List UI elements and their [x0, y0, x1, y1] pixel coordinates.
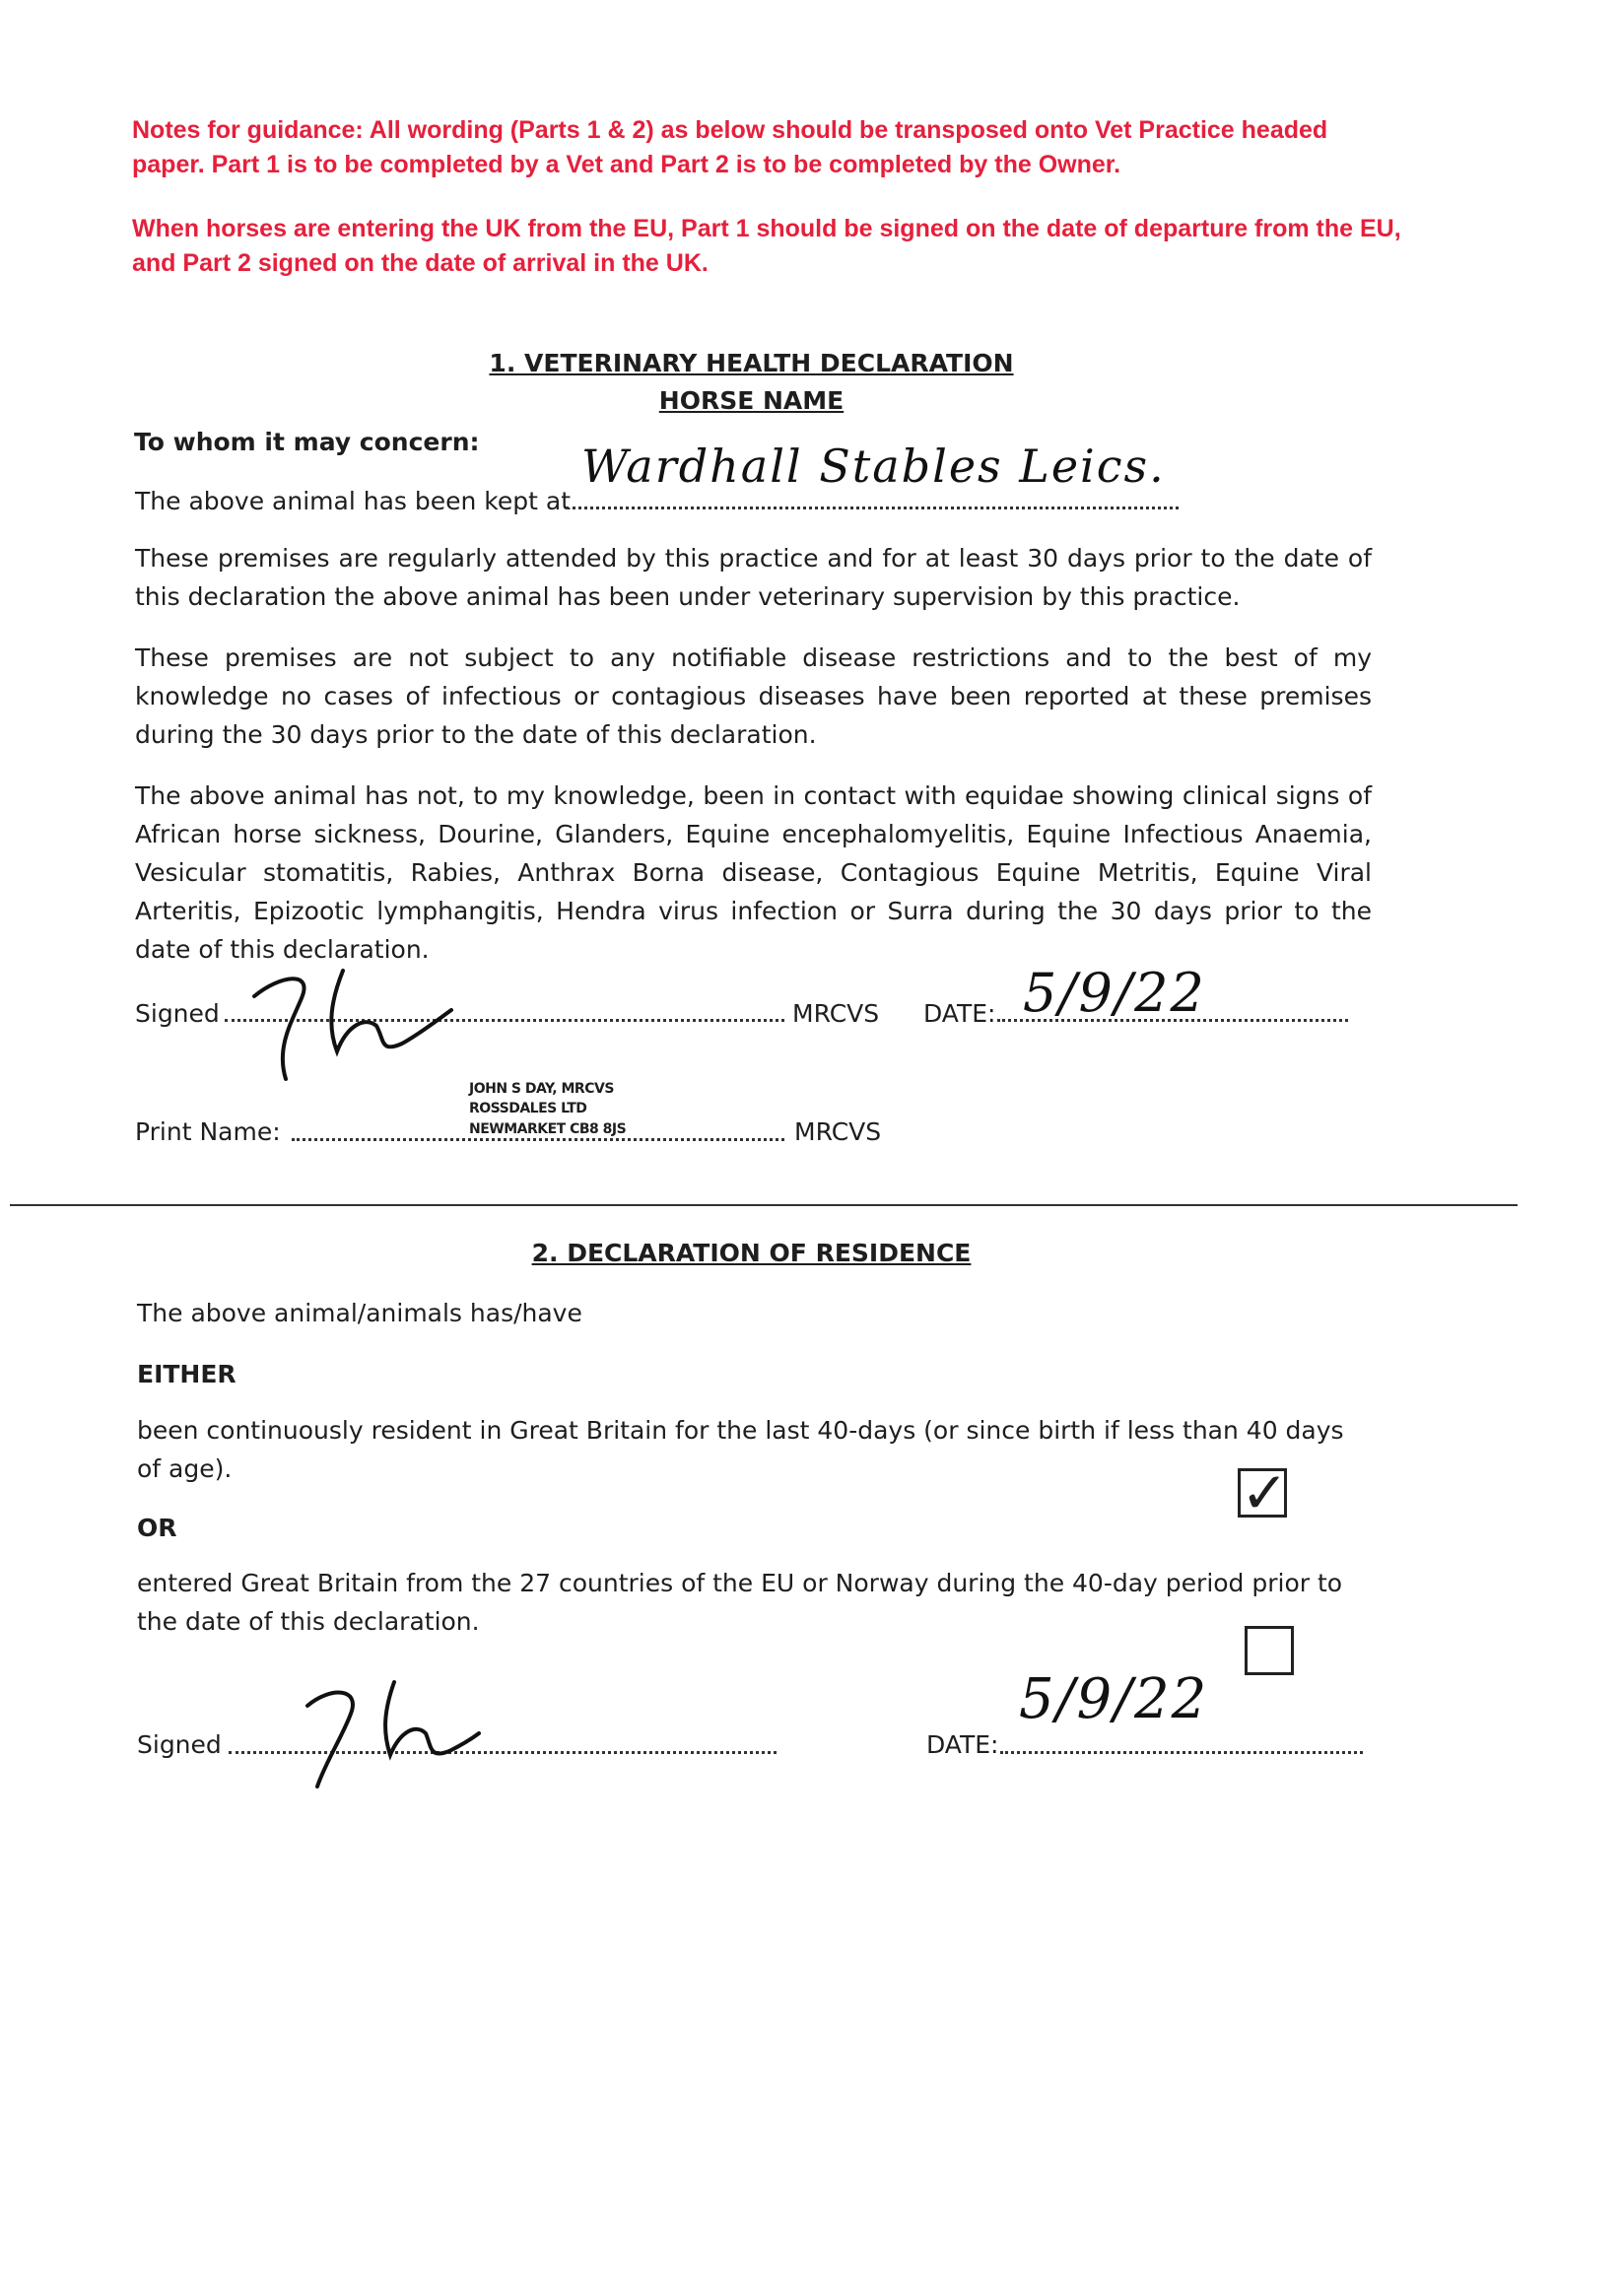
stamp-company: ROSSDALES LTD: [469, 1101, 587, 1116]
print-name-label: Print Name:: [135, 1117, 281, 1146]
part1-date-value: 5/9/22: [1023, 962, 1206, 1024]
part2-date-line: [1000, 1751, 1363, 1754]
horse-name-heading: HORSE NAME: [658, 386, 845, 415]
part1-date-label: DATE:: [923, 999, 996, 1028]
guidance-note-travel: When horses are entering the UK from the EU, Part 1 should be signed on the date of departure from the EU, and Part 2 signed on the date of arrival in the UK.: [132, 215, 1401, 277]
section-divider: [10, 1204, 1518, 1206]
declaration-paragraph-3: The above animal has not, to my knowledge, been in contact with equidae showing clinical signs of African horse sickness, Dourine, Glanders, Equine encephalomyelitis, Equine Infectious Anaemia, Vesicular stomatitis, Rabies, Anthrax Borna disease, Contagious Equine Metritis, Equine Viral Arteritis, Epizootic lymphangitis, Hendra virus infection or Surra during the 30 days prior to the date of this declaration.: [135, 781, 1372, 964]
stamp-name: JOHN S DAY, MRCVS: [469, 1081, 614, 1097]
declaration-paragraph-1: These premises are regularly attended by this practice and for at least 30 days prior to the date of this declaration the above animal has been under veterinary supervision by this practice.: [135, 544, 1372, 611]
part2-signature: [296, 1670, 483, 1793]
part1-mrcvs-label: MRCVS: [792, 999, 880, 1028]
kept-at-dotted-line: [566, 506, 1179, 509]
option1-text: been continuously resident in Great Britain for the last 40-days (or since birth if less than 40 days of age).: [137, 1416, 1344, 1483]
or-label: OR: [137, 1514, 177, 1542]
stamp-address: NEWMARKET CB8 8JS: [469, 1121, 627, 1137]
declaration-paragraph-2: These premises are not subject to any notifiable disease restrictions and to the best of my knowledge no cases of infectious or contagious diseases have been reported at these premises during the 30 days prior to the date of this declaration.: [135, 643, 1372, 749]
guidance-note-parts: Notes for guidance: All wording (Parts 1 & 2) as below should be transposed onto Vet Practice headed paper. Part 1 is to be completed by a Vet and Part 2 is to be completed by the Owner.: [132, 116, 1328, 178]
part2-intro: The above animal/animals has/have: [137, 1299, 582, 1327]
part2-signed-label: Signed: [137, 1730, 222, 1759]
salutation: To whom it may concern:: [134, 428, 480, 456]
print-name-line: [292, 1138, 784, 1141]
option1-checkbox[interactable]: [1238, 1459, 1289, 1526]
option2-checkbox[interactable]: [1245, 1626, 1294, 1675]
part1-signature: [227, 961, 463, 1089]
print-mrcvs-label: MRCVS: [794, 1117, 882, 1146]
part2-date-value: 5/9/22: [1019, 1667, 1209, 1731]
option2-text: entered Great Britain from the 27 countries of the EU or Norway during the 40-day period prior to the date of this declaration.: [137, 1569, 1343, 1636]
either-label: EITHER: [137, 1360, 237, 1388]
part1-heading: 1. VETERINARY HEALTH DECLARATION: [489, 349, 1014, 377]
part2-heading: 2. DECLARATION OF RESIDENCE: [531, 1239, 972, 1267]
kept-at-label: The above animal has been kept at: [135, 487, 571, 515]
checkmark-icon: ✓: [1241, 1459, 1289, 1526]
part2-date-label: DATE:: [926, 1730, 999, 1759]
kept-at-value: Wardhall Stables Leics.: [581, 439, 1166, 493]
part1-signed-label: Signed: [135, 999, 220, 1028]
